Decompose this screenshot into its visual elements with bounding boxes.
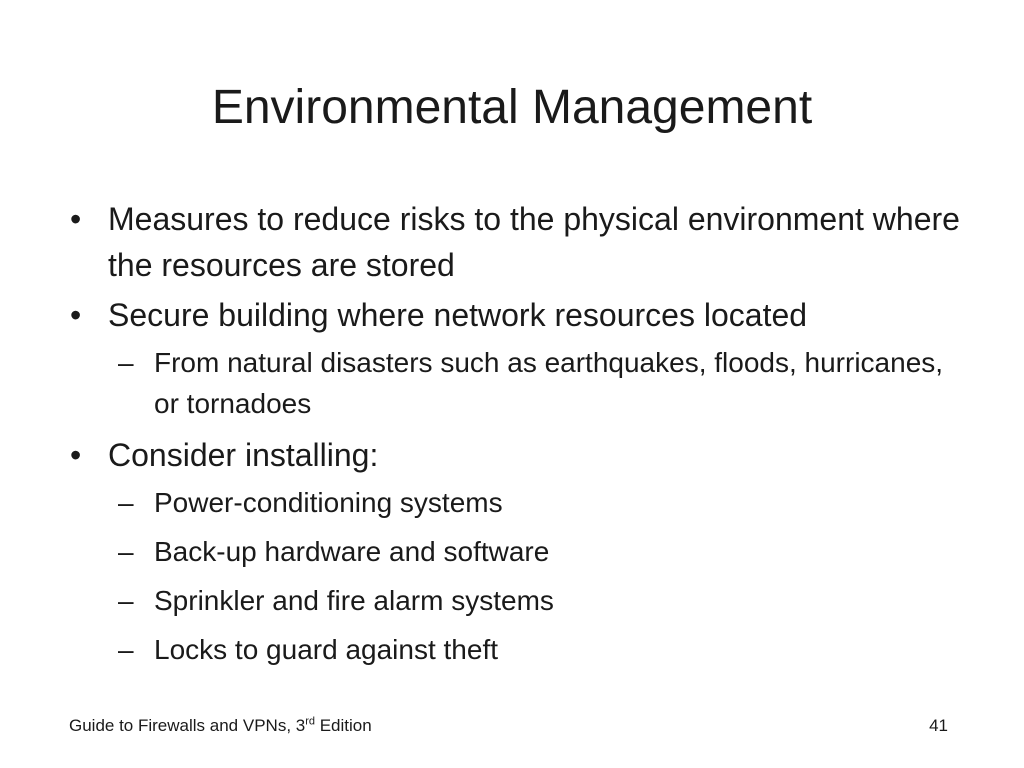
sub-bullet-item [68, 531, 968, 572]
sub-bullet-item [68, 580, 968, 621]
bullet-marker: • [70, 201, 82, 237]
dash-marker: – [118, 347, 134, 378]
slide-page-number: 41 [929, 716, 948, 735]
bullet-text: Secure building where network resources located [108, 297, 808, 333]
sub-bullet-text: From natural disasters such as earthquakes, floods, hurricanes, or tornadoes [154, 347, 944, 419]
dash-marker: – [118, 487, 134, 518]
sub-bullet-text: Back-up hardware and software [154, 536, 550, 567]
footer-book-title [69, 714, 372, 738]
bullet-item [68, 292, 968, 338]
footer-book-suffix: Edition [315, 716, 372, 735]
slide-title: Environmental Management [211, 81, 813, 134]
sub-bullet-item [68, 629, 968, 670]
dash-marker: – [118, 585, 134, 616]
footer-edition-superscript: rd [305, 715, 315, 728]
dash-marker: – [118, 634, 134, 665]
dash-marker: – [118, 536, 134, 567]
bullet-text: Consider installing: [108, 437, 379, 473]
footer-book-prefix: Guide to Firewalls and VPNs, 3 [69, 716, 306, 735]
sub-bullet-text: Sprinkler and fire alarm systems [154, 585, 554, 616]
bullet-text: Measures to reduce risks to the physical environment where the resources are stored [108, 201, 960, 283]
sub-bullet-text: Locks to guard against theft [154, 634, 498, 665]
sub-bullet-item [68, 482, 968, 523]
sub-bullet-text: Power-conditioning systems [154, 487, 503, 518]
bullet-list [68, 196, 968, 678]
bullet-marker: • [70, 437, 82, 473]
bullet-item [68, 196, 968, 288]
sub-bullet-item [68, 342, 968, 424]
bullet-marker: • [70, 297, 82, 333]
bullet-item [68, 432, 968, 478]
